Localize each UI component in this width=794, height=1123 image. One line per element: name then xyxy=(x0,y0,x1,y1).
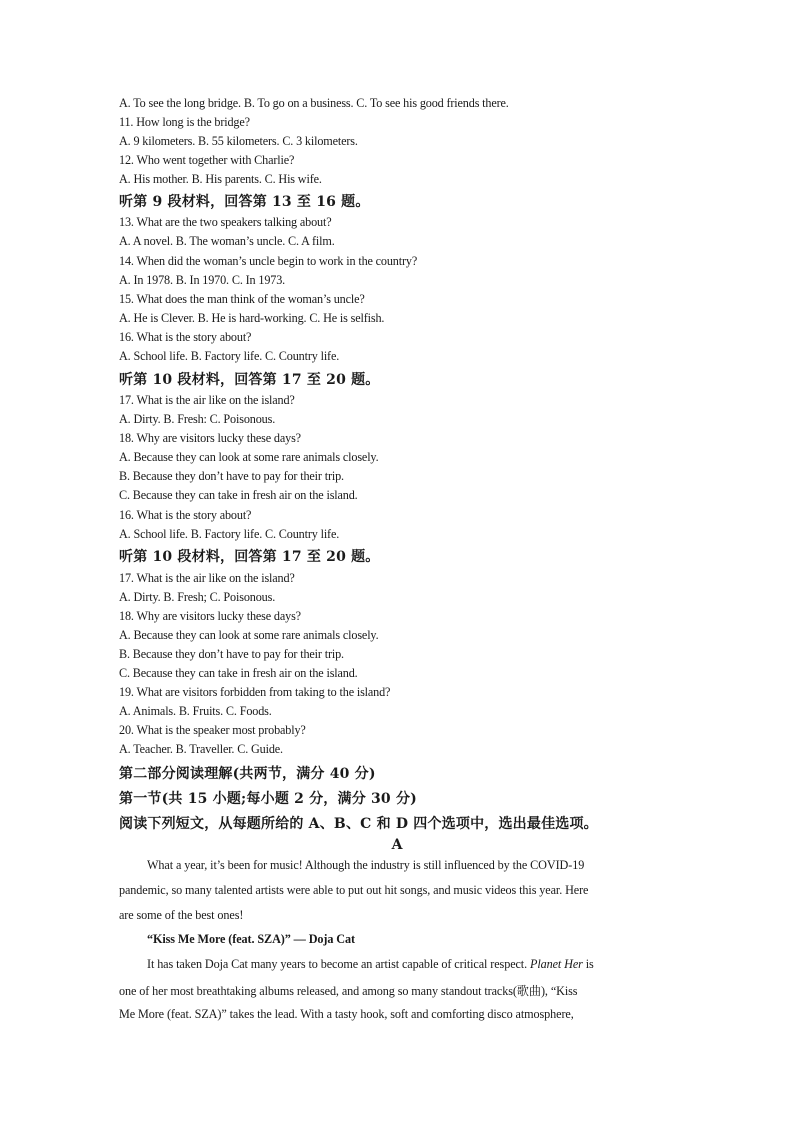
question-line: 18. Why are visitors lucky these days? xyxy=(119,609,301,623)
answer-line: A. School life. B. Factory life. C. Country life. xyxy=(119,527,340,541)
paragraph-line: What a year, it’s been for music! Although the industry is still influenced by the COVID-19 xyxy=(147,858,585,872)
text-line: A. To see the long bridge. B. To go on a business. C. To see his good friends there. xyxy=(119,96,509,110)
section-heading: 第一节(共 15 小题;每小题 2 分，满分 30 分) xyxy=(119,791,417,807)
paragraph-line: are some of the best ones! xyxy=(119,908,244,922)
instruction-heading: 阅读下列短文，从每题所给的 A、B、C 和 D 四个选项中，选出最佳选项。 xyxy=(119,816,598,832)
passage-label: A xyxy=(391,837,403,853)
answer-line: A. In 1978. B. In 1970. C. In 1973. xyxy=(119,273,286,287)
answer-line: A. School life. B. Factory life. C. Country life. xyxy=(119,349,340,363)
question-line: 16. What is the story about? xyxy=(119,508,252,522)
answer-line: C. Because they can take in fresh air on the island. xyxy=(119,488,358,502)
question-line: 18. Why are visitors lucky these days? xyxy=(119,431,301,445)
answer-line: C. Because they can take in fresh air on the island. xyxy=(119,666,358,680)
question-line: 15. What does the man think of the woman’s uncle? xyxy=(119,292,365,306)
paragraph-line xyxy=(147,957,703,972)
answer-line: B. Because they don’t have to pay for their trip. xyxy=(119,469,344,483)
answer-line: A. Animals. B. Fruits. C. Foods. xyxy=(119,704,272,718)
part-heading: 第二部分阅读理解(共两节，满分 40 分) xyxy=(119,766,376,782)
section-heading: 听第 9 段材料，回答第 13 至 16 题。 xyxy=(119,194,370,210)
answer-line: A. His mother. B. His parents. C. His wife. xyxy=(119,172,322,186)
paragraph-line: Me More (feat. SZA)” takes the lead. With a tasty hook, soft and comforting disco atmosphere, xyxy=(119,1007,574,1021)
paragraph-line: pandemic, so many talented artists were able to put out hit songs, and music videos this year. Here xyxy=(119,883,589,897)
question-line: 20. What is the speaker most probably? xyxy=(119,723,306,737)
question-line: 11. How long is the bridge? xyxy=(119,115,250,129)
question-line: 19. What are visitors forbidden from taking to the island? xyxy=(119,685,391,699)
answer-line: A. 9 kilometers. B. 55 kilometers. C. 3 kilometers. xyxy=(119,134,358,148)
question-line: 16. What is the story about? xyxy=(119,330,252,344)
section-heading: 听第 10 段材料，回答第 17 至 20 题。 xyxy=(119,549,380,565)
question-line: 17. What is the air like on the island? xyxy=(119,571,295,585)
answer-line: A. Because they can look at some rare animals closely. xyxy=(119,628,379,642)
answer-line: A. Teacher. B. Traveller. C. Guide. xyxy=(119,742,283,756)
answer-line: B. Because they don’t have to pay for their trip. xyxy=(119,647,344,661)
album-title: Planet Her xyxy=(530,957,583,971)
paragraph-line: one of her most breathtaking albums released, and among so many standout tracks(歌曲), “Kiss xyxy=(119,984,578,998)
answer-line: A. Dirty. B. Fresh: C. Poisonous. xyxy=(119,412,276,426)
answer-line: A. Because they can look at some rare animals closely. xyxy=(119,450,379,464)
question-line: 17. What is the air like on the island? xyxy=(119,393,295,407)
question-line: 13. What are the two speakers talking about? xyxy=(119,215,332,229)
song-title: “Kiss Me More (feat. SZA)” — Doja Cat xyxy=(147,932,355,946)
answer-line: A. A novel. B. The woman’s uncle. C. A film. xyxy=(119,234,335,248)
paragraph-text: is xyxy=(582,957,594,971)
question-line: 12. Who went together with Charlie? xyxy=(119,153,295,167)
answer-line: A. Dirty. B. Fresh; C. Poisonous. xyxy=(119,590,276,604)
section-heading: 听第 10 段材料，回答第 17 至 20 题。 xyxy=(119,372,380,388)
question-line: 14. When did the woman’s uncle begin to work in the country? xyxy=(119,254,418,268)
paragraph-text: It has taken Doja Cat many years to become an artist capable of critical respect. xyxy=(147,957,530,971)
answer-line: A. He is Clever. B. He is hard-working. C. He is selfish. xyxy=(119,311,385,325)
